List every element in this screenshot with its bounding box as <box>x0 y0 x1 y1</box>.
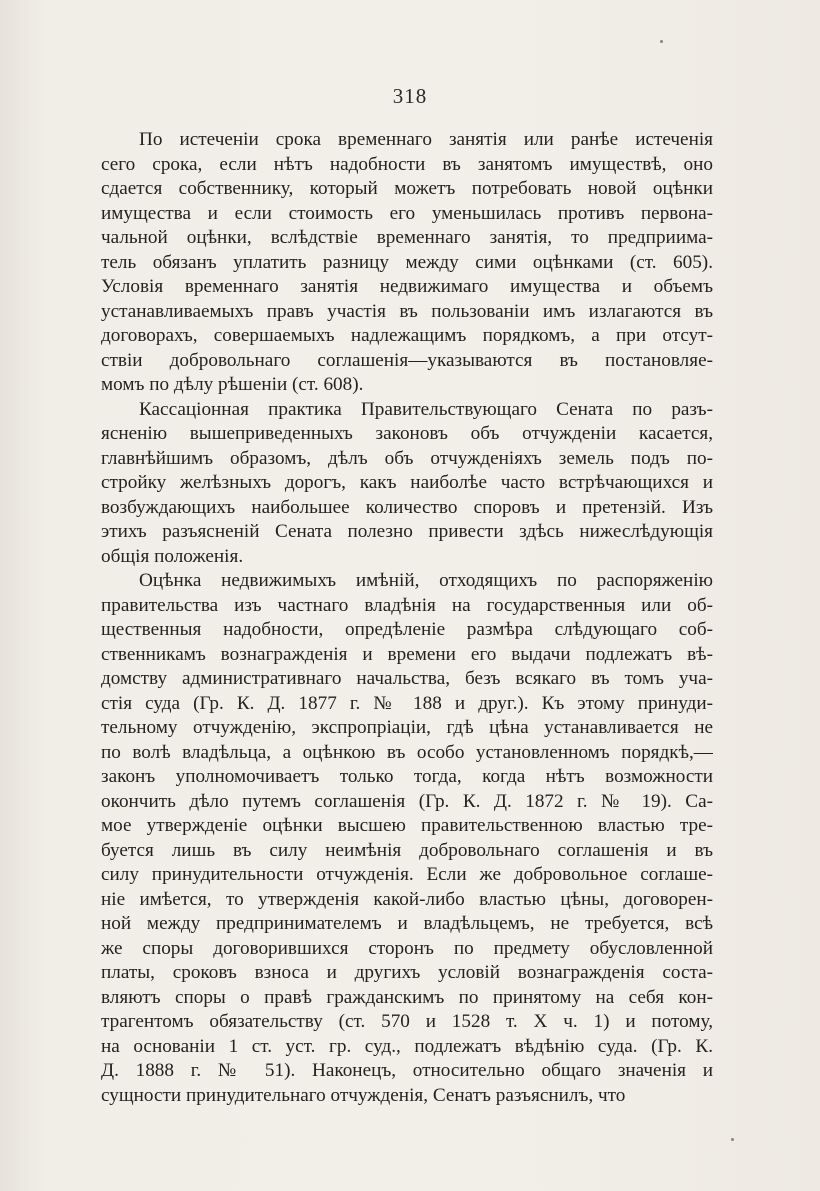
text-line: правительства изъ частнаго владѣнія на государственныя или об- <box>101 594 713 616</box>
text-line: ясненію вышеприведенныхъ законовъ объ отчужденіи касается, <box>101 423 713 444</box>
text-line: устанавливаемыхъ правъ участія въ пользованіи имъ излагаются въ <box>101 300 713 322</box>
text-line: сущности принудительнаго отчужденія, Сенатъ разъяснилъ, что <box>101 1084 626 1106</box>
text-line: момъ по дѣлу рѣшеніи (ст. 608). <box>101 374 364 395</box>
text-line: щественныя надобности, опредѣленіе размѣра слѣдующаго соб- <box>101 619 713 640</box>
text-line: трагентомъ обязательству (ст. 570 и 1528 т. X ч. 1) и потому, <box>101 1011 713 1032</box>
text-line: законъ уполномочиваетъ только тогда, когда нѣтъ возможности <box>101 766 713 787</box>
text-line: Кассаціонная практика Правительствующаго Сената по разъ- <box>139 398 713 420</box>
text-line: же споры договорившихся сторонъ по предмету обусловленной <box>101 937 713 959</box>
text-line: по волѣ владѣльца, а оцѣнкою въ особо установленномъ порядкѣ,— <box>101 741 713 763</box>
paper-speck <box>660 40 663 43</box>
text-line: договорахъ, совершаемыхъ надлежащимъ порядкомъ, а при отсут- <box>101 325 713 346</box>
text-line: силу принудительности отчужденія. Если же добровольное соглаше- <box>101 864 713 885</box>
text-line: Оцѣнка недвижимыхъ имѣній, отходящихъ по распоряженію <box>139 570 713 591</box>
body-text <box>101 128 713 1108</box>
text-line: Д. 1888 г. № 51). Наконецъ, относительно общаго значенія и <box>101 1060 713 1081</box>
text-line: тель обязанъ уплатить разницу между сими оцѣнками (ст. 605). <box>101 251 713 273</box>
text-line: ной между предпринимателемъ и владѣльцемъ, не требуется, всѣ <box>101 913 713 934</box>
paragraph <box>101 398 713 570</box>
text-line: стройку желѣзныхъ дорогъ, какъ наиболѣе часто встрѣчающихся и <box>101 472 713 493</box>
page-number: 318 <box>392 84 428 108</box>
text-line: По истеченіи срока временнаго занятія или ранѣе истеченія <box>139 129 713 150</box>
text-line: домству административнаго начальства, безъ всякаго въ томъ уча- <box>101 668 713 689</box>
text-line: чальной оцѣнки, вслѣдствіе временнаго занятія, то предприима- <box>101 227 713 248</box>
text-line: мое утвержденіе оцѣнки высшею правительственною властью тре- <box>101 815 713 836</box>
paragraph <box>101 569 713 1108</box>
text-line: сдается собственнику, который можетъ потребовать новой оцѣнки <box>101 178 713 199</box>
paragraph <box>101 128 713 398</box>
text-line: стія суда (Гр. К. Д. 1877 г. № 188 и друг.). Къ этому принуди- <box>101 692 713 714</box>
paper-speck <box>731 1138 734 1141</box>
text-line: ніе имѣется, то утвержденія какой-либо властью цѣны, договорен- <box>101 888 713 910</box>
text-line: ственникамъ вознагражденія и времени его выдачи подлежатъ вѣ- <box>101 643 713 665</box>
text-line: сего срока, если нѣтъ надобности въ занятомъ имуществѣ, оно <box>101 153 713 175</box>
text-line: платы, сроковъ взноса и другихъ условій вознагражденія соста- <box>101 962 713 983</box>
text-line: вляютъ споры о правѣ гражданскимъ по принятому на себя кон- <box>101 986 713 1008</box>
text-line: этихъ разъясненій Сената полезно привести здѣсь нижеслѣдующія <box>101 521 713 542</box>
text-line: буется лишь въ силу неимѣнія добровольнаго соглашенія и въ <box>101 839 713 861</box>
text-line: Условія временнаго занятія недвижимаго имущества и объемъ <box>101 276 713 297</box>
text-line: главнѣйшимъ образомъ, дѣлъ объ отчужденіяхъ земель подъ по- <box>101 447 713 469</box>
text-line: тельному отчужденію, экспропріаціи, гдѣ цѣна устанавливается не <box>101 717 713 738</box>
text-line: окончить дѣло путемъ соглашенія (Гр. К. Д. 1872 г. № 19). Са- <box>101 790 713 812</box>
text-line: имущества и если стоимость его уменьшилась противъ первона- <box>101 202 713 224</box>
text-line: ствіи добровольнаго соглашенія—указываются въ постановляе- <box>101 349 713 371</box>
text-line: общія положенія. <box>101 545 244 567</box>
text-line: возбуждающихъ наибольшее количество споровъ и претензій. Изъ <box>101 496 713 518</box>
text-line: на основаніи 1 ст. уст. гр. суд., подлежатъ вѣдѣнію суда. (Гр. К. <box>101 1035 713 1057</box>
